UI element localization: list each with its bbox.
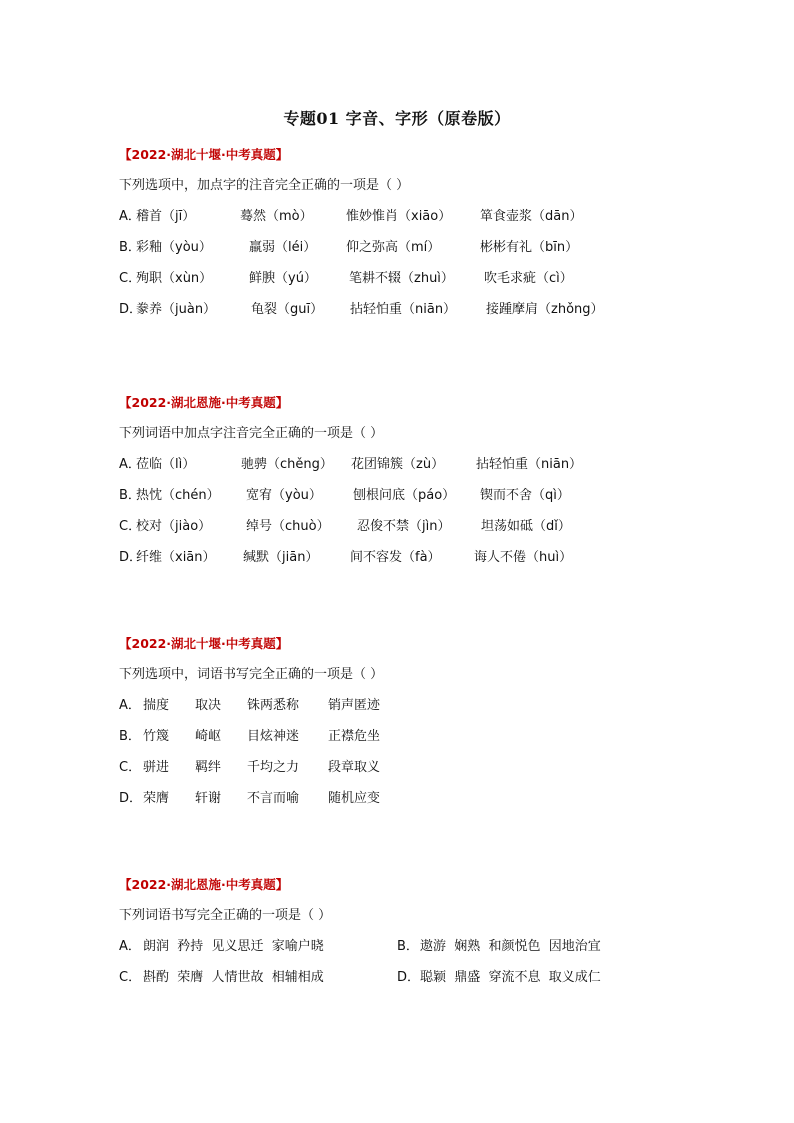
option-letter: B．	[397, 939, 419, 954]
option-letter: A．	[119, 939, 141, 954]
option-letter: C．	[119, 519, 142, 534]
option-d	[119, 790, 679, 808]
option-letter: C．	[119, 271, 142, 286]
option-text: 聪颖 鼎盛 穿流不息 取义成仁	[420, 970, 601, 985]
option-item: 彬彬有礼（bīn）	[480, 240, 579, 255]
option-item: 崎岖	[195, 729, 222, 744]
option-item: 彩釉（yòu）	[136, 240, 212, 255]
option-item: 豢养（juàn）	[136, 302, 217, 317]
page-title: 专题01 字音、字形（原卷版）	[283, 109, 511, 128]
option-item: 目炫神迷	[247, 729, 300, 744]
option-b	[119, 239, 679, 257]
option-item: 拈轻怕重（niān）	[476, 457, 583, 472]
question-4	[119, 876, 679, 1000]
option-item: 正襟危坐	[328, 729, 381, 744]
option-item: 鲜腴（yú）	[249, 271, 317, 286]
question-source: 【2022·湖北十堰·中考真题】	[119, 636, 289, 651]
option-d	[119, 549, 679, 567]
option-c	[119, 518, 679, 536]
option-text: 斟酌 荣膺 人情世故 相辅相成	[143, 970, 324, 985]
option-item: 羸弱（léi）	[249, 240, 317, 255]
option-letter: D．	[119, 302, 143, 317]
option-text: 朗润 矜持 见义思迁 家喻户晓	[143, 939, 324, 954]
option-item: 殉职（xùn）	[136, 271, 213, 286]
option-item: 间不容发（fà）	[350, 550, 441, 565]
option-item: 拈轻怕重（niān）	[350, 302, 457, 317]
option-letter: B．	[119, 729, 141, 744]
option-row-ab	[119, 938, 679, 956]
option-row-cd	[119, 969, 679, 987]
question-3	[119, 635, 679, 821]
option-c	[119, 270, 679, 288]
option-item: 笔耕不辍（zhuì）	[349, 271, 454, 286]
option-item: 校对（jiào）	[136, 519, 212, 534]
option-letter: A．	[119, 209, 141, 224]
question-1	[119, 146, 679, 332]
option-letter: C．	[119, 760, 142, 775]
option-item: 稽首（jī）	[136, 209, 196, 224]
question-stem: 下列词语书写完全正确的一项是（ ）	[119, 908, 332, 923]
option-item: 接踵摩肩（zhǒng）	[486, 302, 604, 317]
option-item: 蓦然（mò）	[240, 209, 313, 224]
question-stem: 下列选项中，词语书写完全正确的一项是（ ）	[119, 667, 384, 682]
option-item: 羁绊	[195, 760, 222, 775]
option-item: 刨根问底（páo）	[353, 488, 456, 503]
option-letter: A．	[119, 457, 141, 472]
option-item: 箪食壶浆（dān）	[480, 209, 583, 224]
option-d	[119, 301, 679, 319]
option-item: 锲而不舍（qì）	[480, 488, 570, 503]
option-item: 不言而喻	[247, 791, 300, 806]
option-letter: D．	[119, 550, 143, 565]
option-item: 揣度	[143, 698, 170, 713]
option-item: 随机应变	[328, 791, 381, 806]
option-item: 驰骋（chěng）	[241, 457, 333, 472]
question-2	[119, 394, 679, 580]
option-item: 取决	[195, 698, 222, 713]
option-item: 千均之力	[247, 760, 300, 775]
option-item: 诲人不倦（huì）	[474, 550, 573, 565]
option-item: 轩谢	[195, 791, 222, 806]
option-b	[119, 728, 679, 746]
option-item: 热忱（chén）	[136, 488, 220, 503]
option-item: 铢两悉称	[247, 698, 300, 713]
option-letter: D．	[397, 970, 421, 985]
option-c	[119, 759, 679, 777]
question-source: 【2022·湖北恩施·中考真题】	[119, 395, 289, 410]
option-item: 骈进	[143, 760, 170, 775]
option-item: 荣膺	[143, 791, 170, 806]
option-item: 缄默（jiān）	[243, 550, 319, 565]
question-source: 【2022·湖北恩施·中考真题】	[119, 877, 289, 892]
option-letter: B．	[119, 240, 141, 255]
option-text: 遨游 娴熟 和颜悦色 因地治宜	[420, 939, 601, 954]
option-a	[119, 208, 679, 226]
option-item: 花团锦簇（zù）	[351, 457, 445, 472]
option-item: 坦荡如砥（dǐ）	[481, 519, 571, 534]
option-letter: D．	[119, 791, 143, 806]
option-item: 莅临（lì）	[136, 457, 196, 472]
question-stem: 下列选项中，加点字的注音完全正确的一项是（ ）	[119, 178, 410, 193]
option-letter: C．	[119, 970, 142, 985]
option-item: 龟裂（guī）	[251, 302, 324, 317]
option-item: 仰之弥高（mí）	[346, 240, 441, 255]
question-stem: 下列词语中加点字注音完全正确的一项是（ ）	[119, 426, 384, 441]
option-a	[119, 456, 679, 474]
option-item: 纤维（xiān）	[136, 550, 216, 565]
option-item: 宽宥（yòu）	[246, 488, 322, 503]
option-item: 绰号（chuò）	[246, 519, 330, 534]
option-item: 销声匿迹	[328, 698, 381, 713]
option-item: 忍俊不禁（jìn）	[357, 519, 451, 534]
option-item: 段章取义	[328, 760, 381, 775]
option-item: 惟妙惟肖（xiāo）	[346, 209, 452, 224]
option-item: 竹篾	[143, 729, 170, 744]
option-letter: A．	[119, 698, 141, 713]
option-b	[119, 487, 679, 505]
option-a	[119, 697, 679, 715]
option-letter: B．	[119, 488, 141, 503]
question-source: 【2022·湖北十堰·中考真题】	[119, 147, 289, 162]
option-item: 吹毛求疵（cì）	[484, 271, 573, 286]
